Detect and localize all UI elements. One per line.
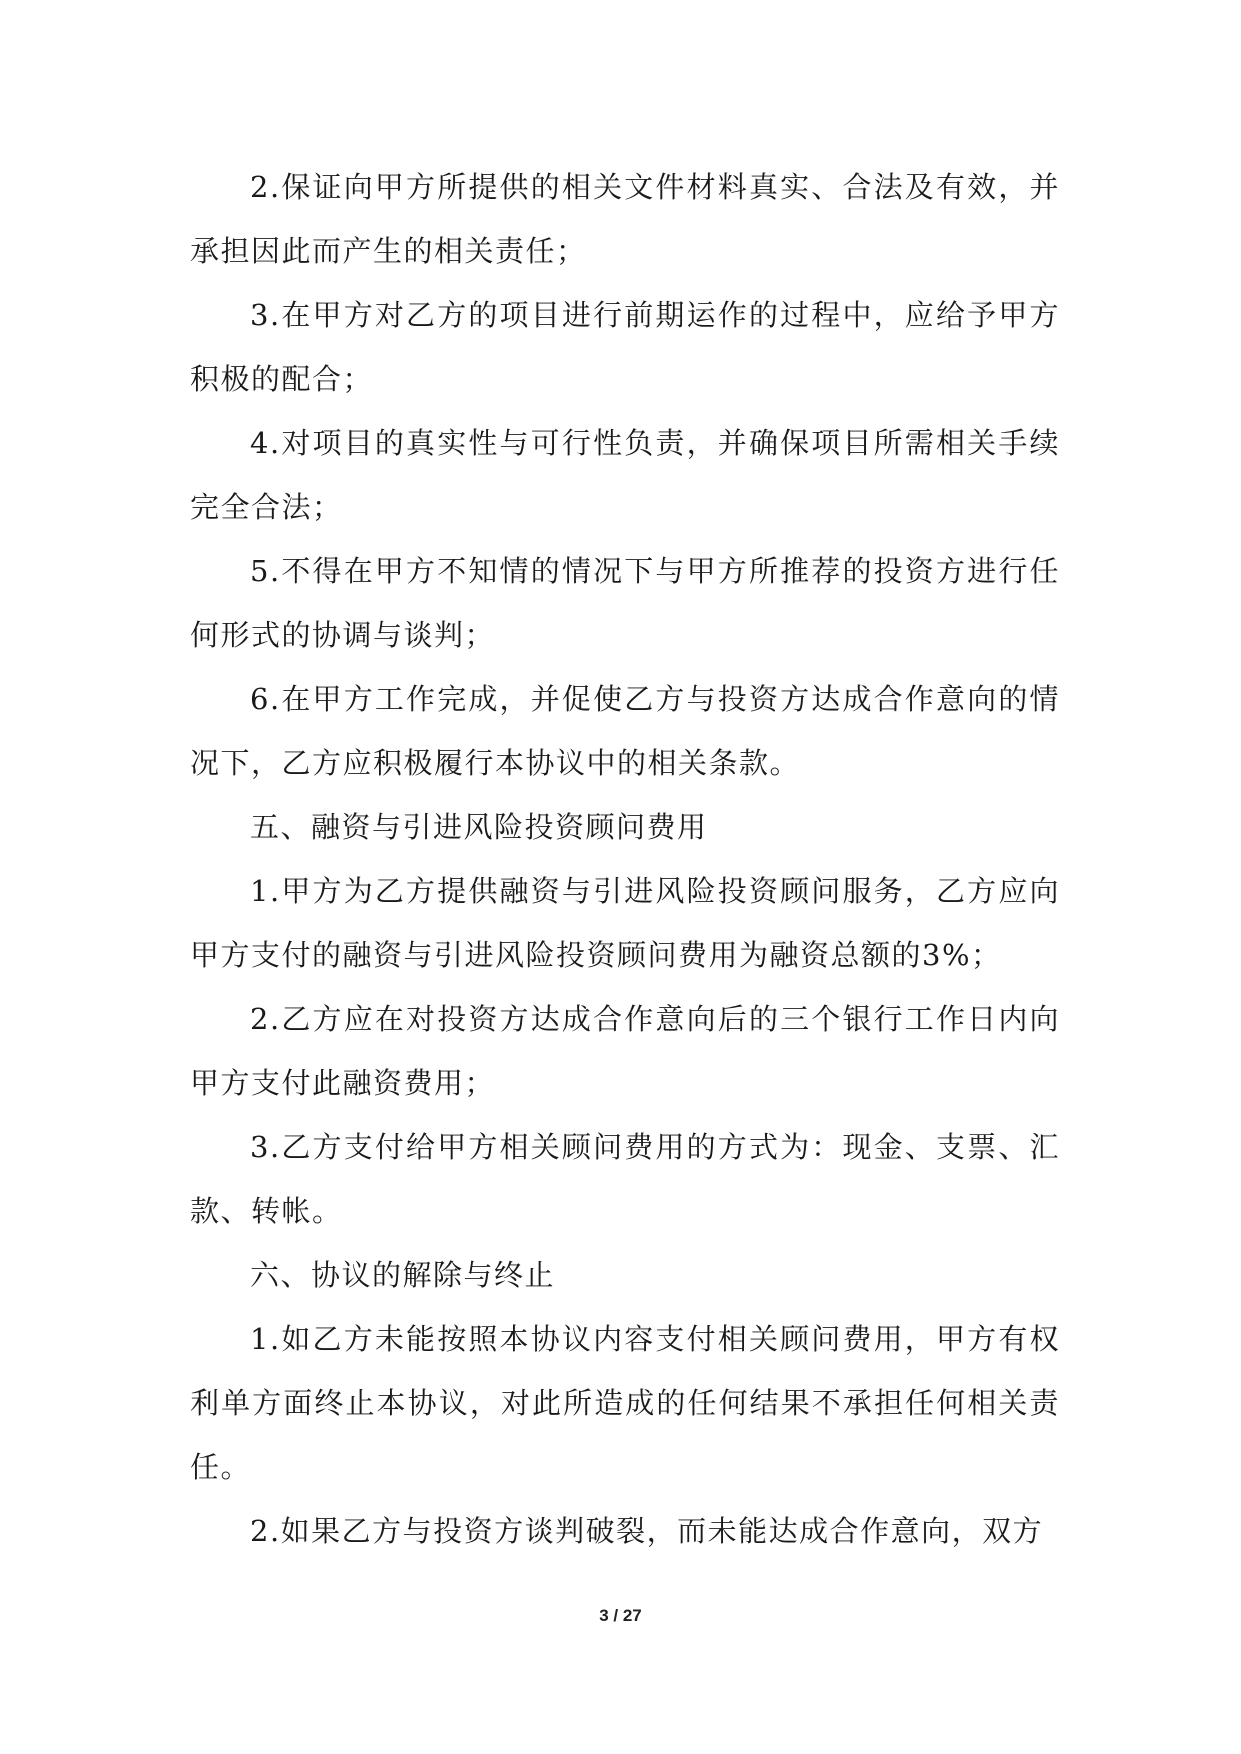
page-number: 3 / 27 bbox=[599, 1606, 642, 1625]
clause-paragraph: 4.对项目的真实性与可行性负责，并确保项目所需相关手续完全合法； bbox=[190, 426, 1060, 524]
clause-paragraph: 6.在甲方工作完成，并促使乙方与投资方达成合作意向的情况下，乙方应积极履行本协议中的相关条款。 bbox=[190, 682, 1060, 780]
clause-paragraph: 1.甲方为乙方提供融资与引进风险投资顾问服务，乙方应向甲方支付的融资与引进风险投资顾问费用为融资总额的3%； bbox=[190, 874, 1060, 972]
section-heading: 五、融资与引进风险投资顾问费用 bbox=[250, 810, 708, 844]
section-heading: 六、协议的解除与终止 bbox=[250, 1258, 556, 1292]
clause-paragraph: 2.乙方应在对投资方达成合作意向后的三个银行工作日内向甲方支付此融资费用； bbox=[190, 1002, 1060, 1100]
clause-paragraph: 1.如乙方未能按照本协议内容支付相关顾问费用，甲方有权利单方面终止本协议，对此所造成的任何结果不承担任何相关责任。 bbox=[190, 1322, 1060, 1484]
clause-paragraph: 5.不得在甲方不知情的情况下与甲方所推荐的投资方进行任何形式的协调与谈判； bbox=[190, 554, 1060, 652]
clause-paragraph: 2.如果乙方与投资方谈判破裂，而未能达成合作意向，双方 bbox=[250, 1514, 1044, 1548]
document-body bbox=[190, 155, 1060, 1563]
clause-paragraph: 3.乙方支付给甲方相关顾问费用的方式为：现金、支票、汇款、转帐。 bbox=[190, 1130, 1060, 1228]
clause-paragraph: 2.保证向甲方所提供的相关文件材料真实、合法及有效，并承担因此而产生的相关责任； bbox=[190, 170, 1060, 268]
clause-paragraph: 3.在甲方对乙方的项目进行前期运作的过程中，应给予甲方积极的配合； bbox=[190, 298, 1060, 396]
